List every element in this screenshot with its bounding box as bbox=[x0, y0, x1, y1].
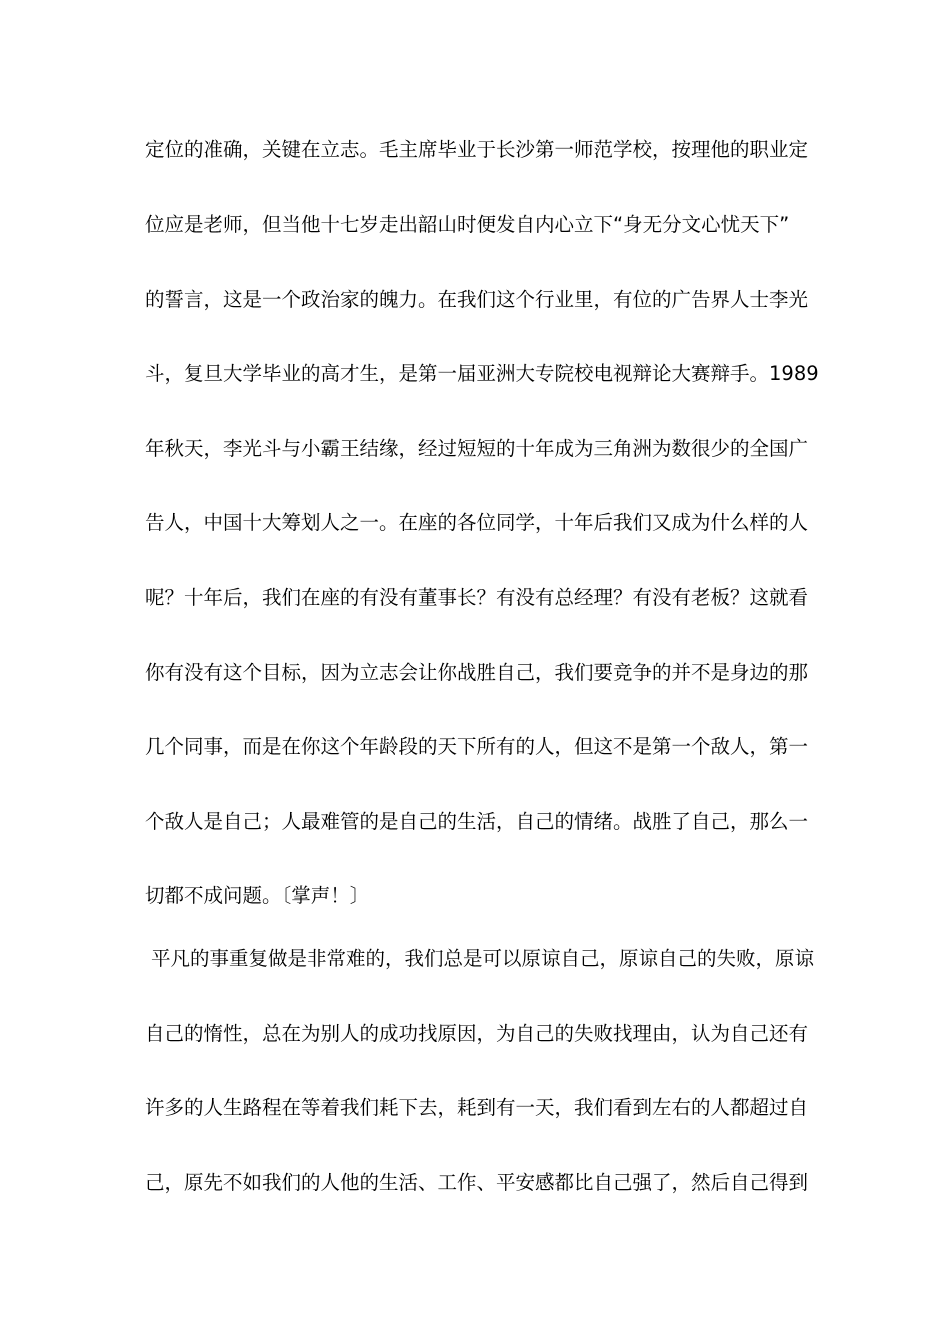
paragraph-1-line-2: 位应是老师，但当他十七岁走出韶山时便发自内心立下“身无分文心忧天下” bbox=[145, 213, 790, 236]
paragraph-2-line-2: 自己的惰性，总在为别人的成功找原因，为自己的失败找理由，认为自己还有 bbox=[145, 1022, 809, 1045]
paragraph-2-line-1: 平凡的事重复做是非常难的，我们总是可以原谅自己，原谅自己的失败，原谅 bbox=[151, 947, 815, 970]
paragraph-1-line-9: 几个同事，而是在你这个年龄段的天下所有的人，但这不是第一个敌人，第一 bbox=[145, 735, 809, 758]
paragraph-1-line-11: 切都不成问题。〔掌声！〕 bbox=[145, 884, 370, 907]
paragraph-1-line-3: 的誓言，这是一个政治家的魄力。在我们这个行业里，有位的广告界人士李光 bbox=[145, 288, 809, 311]
paragraph-1-line-6: 告人，中国十大筹划人之一。在座的各位同学，十年后我们又成为什么样的人 bbox=[145, 511, 809, 534]
paragraph-1-line-10: 个敌人是自己；人最难管的是自己的生活，自己的情绪。战胜了自己，那么一 bbox=[145, 810, 809, 833]
paragraph-2-line-3: 许多的人生路程在等着我们耗下去，耗到有一天，我们看到左右的人都超过自 bbox=[145, 1096, 809, 1119]
paragraph-1-line-8: 你有没有这个目标，因为立志会让你战胜自己，我们要竞争的并不是身边的那 bbox=[145, 661, 809, 684]
paragraph-2-line-4: 己，原先不如我们的人他的生活、工作、平安感都比自己强了，然后自己得到 bbox=[145, 1171, 809, 1194]
paragraph-1-line-1: 定位的准确，关键在立志。毛主席毕业于长沙第一师范学校，按理他的职业定 bbox=[145, 138, 809, 161]
paragraph-1-line-4: 斗，复旦大学毕业的高才生，是第一届亚洲大专院校电视辩论大赛辩手。1989 bbox=[145, 362, 819, 385]
paragraph-1-line-5: 年秋天，李光斗与小霸王结缘，经过短短的十年成为三角洲为数很少的全国广 bbox=[145, 437, 809, 460]
paragraph-1-line-7: 呢？十年后，我们在座的有没有董事长？有没有总经理？有没有老板？这就看 bbox=[145, 586, 809, 609]
